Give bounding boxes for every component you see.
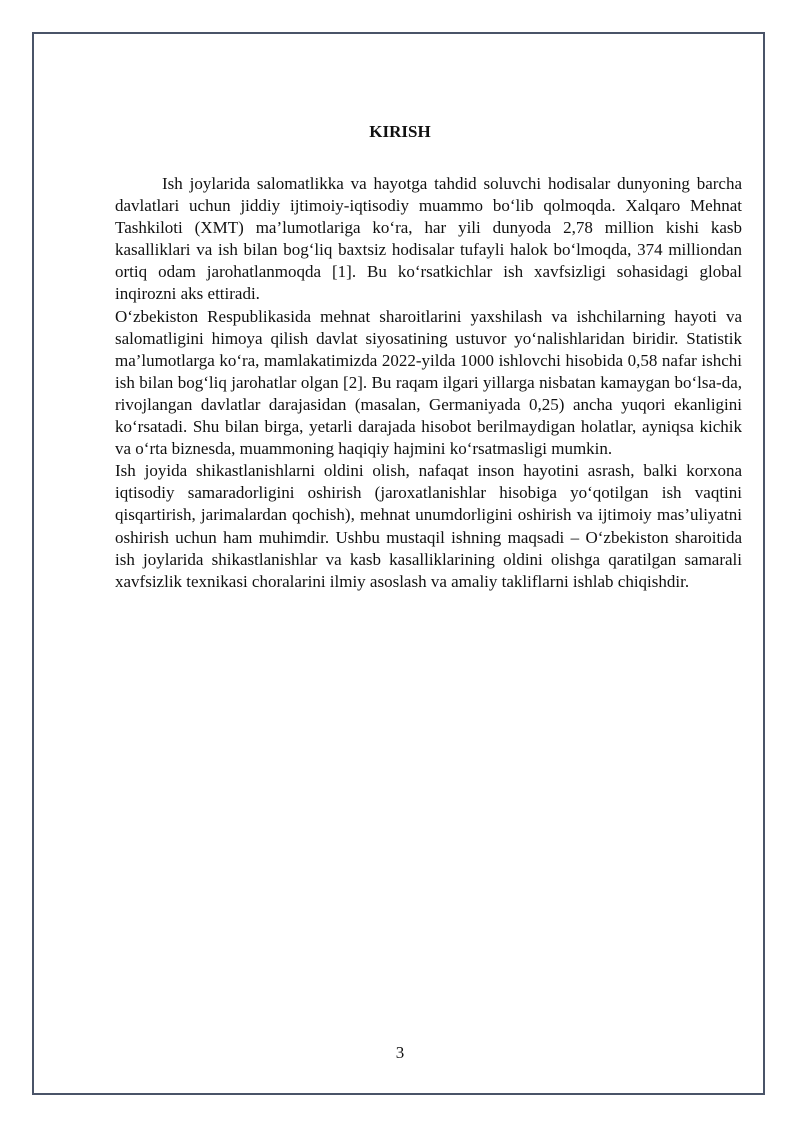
paragraph-goal: Ish joyida shikastlanishlarni oldini olish, nafaqat inson hayotini asrash, balki korxona iqtisodiy samaradorligini oshirish (jaroxatlanishlar hisobiga yo‘qotilgan ish vaqtini qisqartirish, jarimalardan qochish), mehnat unumdorligini oshirish va ijtimoiy mas’uliyatni oshirish uchun ham muhimdir. Ushbu mustaqil ishning maqsadi – O‘zbekiston sharoitida ish joylarida shikastlanishlar va kasb kasalliklarining oldini olishga qaratilgan samarali xavfsizlik texnikasi choralarini ilmiy asoslash va amaliy takliflarni ishlab chiqishdir.	[115, 461, 742, 591]
section-heading: KIRISH	[369, 122, 431, 141]
body-text	[115, 173, 742, 593]
page-number: 3	[395, 1043, 405, 1062]
paragraph-uzbekistan: O‘zbekiston Respublikasida mehnat sharoitlarini yaxshilash va ishchilarning hayoti va salomatligini himoya qilish davlat siyosatining ustuvor yo‘nalishlaridan biridir. Statistik ma’lumotlarga ko‘ra, mamlakatimizda 2022-yilda 1000 ishlovchi hisobida 0,58 nafar ishchi ish bilan bog‘liq jarohatlar olgan [2]. Bu raqam ilgari yillarga nisbatan kamaygan bo‘lsa-da, rivojlangan davlatlar darajasidan (masalan, Germaniyada 0,25) ancha yuqori ekanligini ko‘rsatadi. Shu bilan birga, yetarli darajada hisobot berilmaydigan holatlar, ayniqsa kichik va o‘rta biznesda, muammoning haqiqiy hajmini ko‘rsatmasligi mumkin.	[115, 306, 742, 459]
paragraph-intro: Ish joylarida salomatlikka va hayotga tahdid soluvchi hodisalar dunyoning barcha davlatlari uchun jiddiy ijtimoiy-iqtisodiy muammo bo‘lib qolmoqda. Xalqaro Mehnat Tashkiloti (XMT) ma’lumotlariga ko‘ra, har yili dunyoda 2,78 million kishi kasb kasalliklari va ish bilan bog‘liq baxtsiz hodisalar tufayli halok bo‘lmoqda, 374 milliondan ortiq odam jarohatlanmoqda [1]. Bu ko‘rsatkichlar ish xavfsizligi sohasidagi global inqirozni aks ettiradi.	[115, 174, 742, 304]
